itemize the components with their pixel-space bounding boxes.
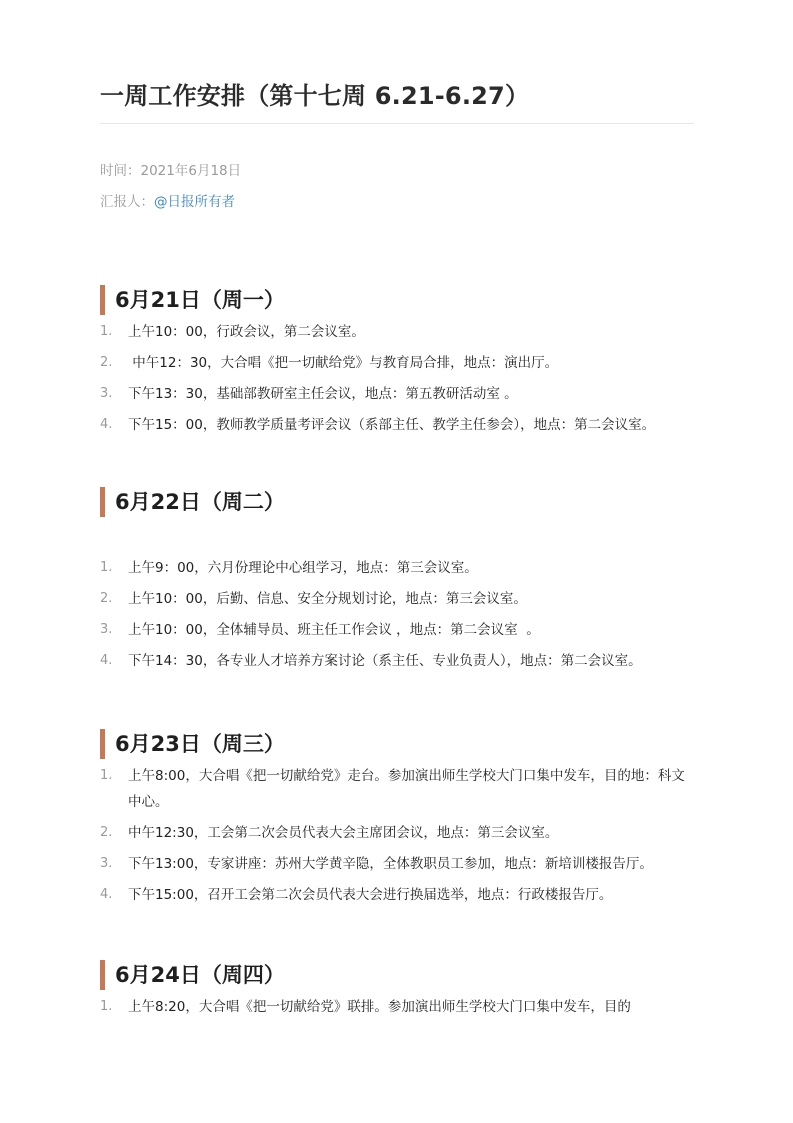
day-section-thursday — [100, 960, 694, 1025]
item-text: 上午9：00，六月份理论中心组学习，地点：第三会议室。 — [128, 560, 478, 576]
agenda-list — [100, 763, 694, 908]
report-time: 时间：2021年6月18日 — [100, 163, 242, 179]
list-item — [100, 648, 694, 674]
agenda-list — [100, 555, 694, 674]
list-item — [100, 350, 694, 376]
day-section-tuesday — [100, 487, 694, 679]
list-item — [100, 820, 694, 846]
heading-accent-bar — [100, 285, 105, 315]
section-heading — [100, 960, 694, 990]
list-item — [100, 994, 694, 1020]
item-text: 上午8:20，大合唱《把一切献给党》联排。参加演出师生学校大门口集中发车，目的 — [128, 999, 631, 1015]
item-number: 2. — [100, 591, 113, 606]
item-number: 3. — [100, 856, 113, 871]
list-item — [100, 381, 694, 407]
list-item — [100, 555, 694, 581]
item-text: 下午14：30，各专业人才培养方案讨论（系主任、专业负责人），地点：第二会议室。 — [128, 653, 642, 669]
item-text: 中午12:30，工会第二次会员代表大会主席团会议，地点：第三会议室。 — [128, 825, 559, 841]
item-text: 下午13:00，专家讲座：苏州大学黄辛隐，全体教职员工参加，地点：新培训楼报告厅。 — [128, 856, 653, 872]
item-text: 上午10：00，后勤、信息、安全分规划讨论，地点：第三会议室。 — [128, 591, 527, 607]
day-section-wednesday — [100, 729, 694, 913]
list-item — [100, 586, 694, 612]
list-item — [100, 617, 694, 643]
section-heading — [100, 487, 694, 517]
item-text: 上午8:00，大合唱《把一切献给党》走台。参加演出师生学校大门口集中发车，目的地：科文中心。 — [128, 768, 685, 810]
item-number: 4. — [100, 653, 113, 668]
item-text: 上午10：00，全体辅导员、班主任工作会议 ，地点：第二会议室 。 — [128, 622, 540, 638]
section-heading — [100, 285, 694, 315]
item-number: 1. — [100, 560, 113, 575]
item-text: 下午15：00，教师教学质量考评会议（系部主任、教学主任参会），地点：第二会议室。 — [128, 417, 656, 433]
item-number: 1. — [100, 324, 113, 339]
heading-accent-bar — [100, 960, 105, 990]
title-divider — [100, 123, 694, 124]
item-text: 下午13：30，基础部教研室主任会议，地点：第五教研活动室 。 — [128, 386, 518, 402]
page-title: 一周工作安排（第十七周 6.21-6.27） — [100, 82, 530, 110]
list-item — [100, 851, 694, 877]
section-heading-text: 6月24日（周四） — [115, 963, 285, 987]
section-heading-text: 6月22日（周二） — [115, 490, 285, 514]
section-heading — [100, 729, 694, 759]
item-text: 中午12：30，大合唱《把一切献给党》与教育局合排，地点：演出厅。 — [128, 355, 559, 371]
agenda-list — [100, 319, 694, 438]
heading-accent-bar — [100, 487, 105, 517]
item-number: 1. — [100, 768, 113, 783]
item-number: 4. — [100, 417, 113, 432]
list-item — [100, 412, 694, 438]
item-text: 下午15:00，召开工会第二次会员代表大会进行换届选举，地点：行政楼报告厅。 — [128, 887, 613, 903]
item-number: 1. — [100, 999, 113, 1014]
heading-accent-bar — [100, 729, 105, 759]
item-number: 3. — [100, 386, 113, 401]
section-heading-text: 6月23日（周三） — [115, 732, 285, 756]
day-section-monday — [100, 285, 694, 443]
reporter-mention-link[interactable]: @日报所有者 — [154, 194, 235, 210]
item-number: 3. — [100, 622, 113, 637]
item-number: 4. — [100, 887, 113, 902]
agenda-list — [100, 994, 694, 1020]
list-item — [100, 763, 694, 815]
reporter-line — [100, 190, 235, 210]
section-heading-text: 6月21日（周一） — [115, 288, 285, 312]
item-number: 2. — [100, 825, 113, 840]
reporter-label: 汇报人： — [100, 194, 154, 210]
list-item — [100, 319, 694, 345]
item-number: 2. — [100, 355, 113, 370]
item-text: 上午10：00，行政会议，第二会议室。 — [128, 324, 365, 340]
list-item — [100, 882, 694, 908]
